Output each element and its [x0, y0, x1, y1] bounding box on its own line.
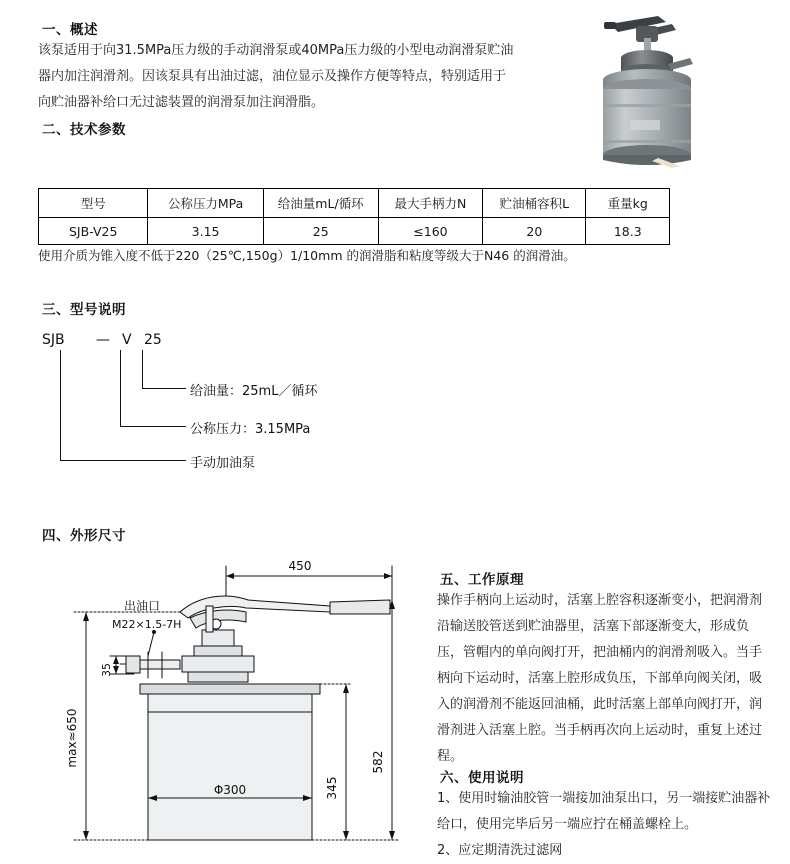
table-header-cell: 重量kg — [586, 189, 670, 218]
table-cell: 20 — [483, 218, 586, 245]
model-code-label-flow: 给油量：25mL／循环 — [190, 384, 318, 399]
section-5-body: 操作手柄向上运动时，活塞上腔容积逐渐变小，把润滑剂沿输送胶管送到贮油器里，活塞下部逐渐变大，形成负压，管帽内的单向阀打开，把油桶内的润滑剂吸入。当手柄向下运动时，活塞上腔形成负压，下部单向阀关闭，吸入的润滑剂不能返回油桶，此时活塞上部单向阀打开，润滑剂进入活塞上腔。当手柄再次向上运动时，重复上述过程。 — [437, 593, 763, 764]
model-code-part-25: 25 — [144, 332, 162, 348]
section-3-title: 三、型号说明 — [42, 302, 126, 318]
table-cell: 18.3 — [586, 218, 670, 245]
table-header-row — [39, 189, 670, 218]
usage-item: 2、应定期清洗过滤网 — [437, 843, 563, 858]
table-cell: 3.15 — [148, 218, 263, 245]
dim-345: 345 — [325, 776, 339, 800]
dimension-drawing — [30, 552, 430, 852]
table-header-cell: 最大手柄力N — [378, 189, 482, 218]
usage-item: 1、使用时输油胶管一端接加油泵出口，另一端接贮油器补给口，使用完毕后另一端应拧在桶盖螺栓上。 — [437, 791, 771, 832]
spec-table — [38, 188, 670, 245]
leader-line-vertical-sjb — [60, 350, 61, 460]
label-outlet: 出油口 — [124, 599, 161, 613]
leader-line-horizontal-25 — [142, 388, 186, 389]
spec-table-note: 使用介质为锥入度不低于220（25℃,150g）1/10mm 的润滑脂和粘度等级大于N46 的润滑油。 — [38, 248, 576, 263]
table-cell: SJB-V25 — [39, 218, 148, 245]
dim-diameter: Φ300 — [213, 783, 247, 797]
table-header-cell: 给油量mL/循环 — [263, 189, 378, 218]
section-5-title: 五、工作原理 — [440, 572, 524, 588]
model-code-part-v: V — [122, 332, 132, 348]
model-code-part-dash: — — [96, 332, 110, 348]
table-row — [39, 218, 670, 245]
dim-450: 450 — [288, 559, 312, 573]
label-outlet-thread: M22×1.5-7H — [112, 618, 182, 631]
leader-line-horizontal-sjb — [60, 460, 186, 461]
pump-photo-illustration — [540, 8, 760, 173]
model-code-diagram — [38, 328, 458, 488]
table-header-cell: 型号 — [39, 189, 148, 218]
dim-582: 582 — [371, 750, 385, 774]
table-header-cell: 贮油桶容积L — [483, 189, 586, 218]
table-header-cell: 公称压力MPa — [148, 189, 263, 218]
table-cell: ≤160 — [378, 218, 482, 245]
leader-line-horizontal-v — [120, 426, 186, 427]
model-code-label-type: 手动加油泵 — [190, 456, 256, 471]
leader-line-vertical-25 — [142, 350, 143, 388]
section-4-title: 四、外形尺寸 — [42, 528, 126, 544]
dim-max-650: max≈650 — [65, 708, 79, 768]
section-2-title: 二、技术参数 — [42, 122, 126, 138]
section-1-body: 该泵适用于向31.5MPa压力级的手动润滑泵或40MPa压力级的小型电动润滑泵贮油器内加注润滑剂。因该泵具有出油过滤，油位显示及操作方便等特点，特别适用于向贮油器补给口无过滤装置的润滑泵加注润滑脂。 — [38, 43, 514, 110]
table-cell: 25 — [263, 218, 378, 245]
leader-line-vertical-v — [120, 350, 121, 426]
dim-35: 35 — [100, 663, 113, 677]
section-6-body — [437, 786, 777, 864]
model-code-label-pressure: 公称压力：3.15MPa — [190, 422, 311, 437]
section-1-title: 一、概述 — [42, 22, 98, 38]
model-code-part-sjb: SJB — [42, 332, 65, 348]
section-6-title: 六、使用说明 — [440, 770, 524, 786]
